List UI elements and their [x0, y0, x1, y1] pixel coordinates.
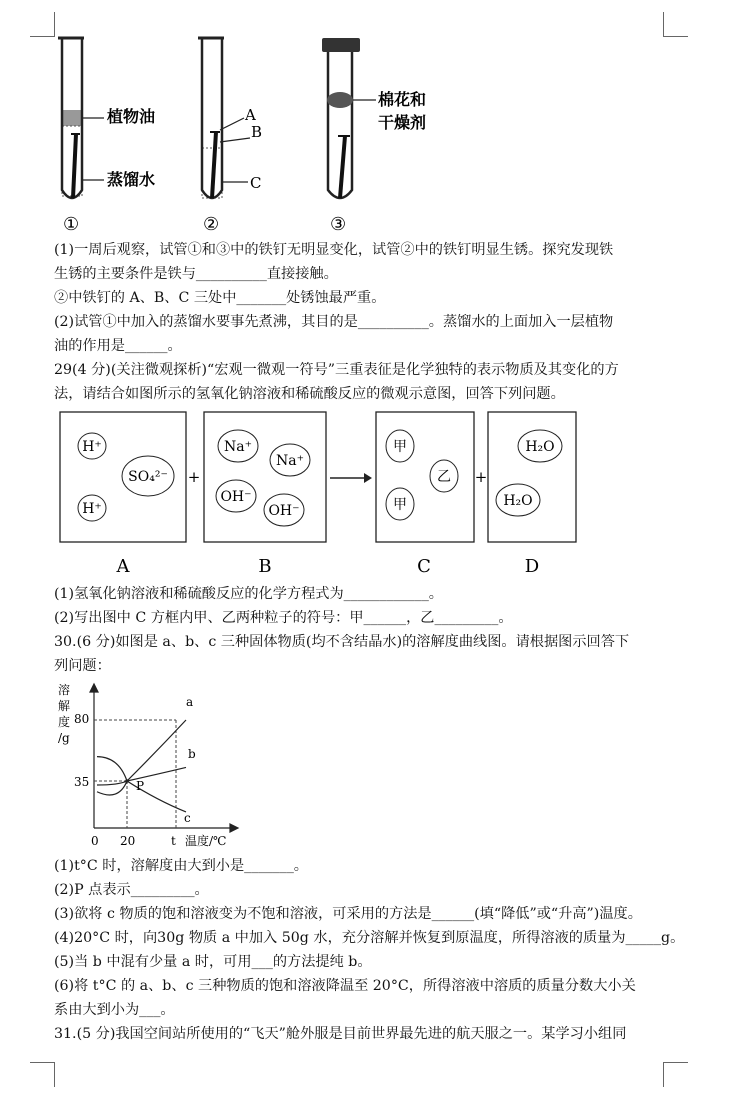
box-label-a: A — [116, 556, 130, 577]
box-c — [386, 430, 458, 520]
tube-3 — [322, 38, 426, 235]
q30-sub-1: (1)t°C 时，溶解度由大到小是_______。 — [54, 858, 308, 874]
tube-2 — [198, 38, 262, 235]
particle-h2o-1: H₂O — [525, 439, 555, 455]
q28-line-3: ②中铁钉的 A、B、C 三处中_______处锈蚀最严重。 — [54, 290, 386, 306]
particle-oh-1: OH⁻ — [220, 489, 252, 505]
q30-sub-2: (2)P 点表示_________。 — [54, 882, 209, 898]
tube-1-label: ① — [63, 214, 80, 235]
box-label-c: C — [417, 556, 431, 577]
q30-sub-3: (3)欲将 c 物质的饱和溶液变为不饱和溶液，可采用的方法是______(填“降低”或“升高”)温度。 — [54, 906, 642, 922]
particle-na-1: Na⁺ — [224, 439, 252, 455]
x-tick-20: 20 — [120, 834, 136, 848]
ylabel-4: /g — [58, 731, 70, 745]
label-cotton-2: 干燥剂 — [378, 113, 427, 132]
crop-mark-bottom-right — [663, 1062, 688, 1087]
tube-1 — [58, 38, 155, 235]
y-tick-35: 35 — [74, 775, 90, 789]
x-tick-0: 0 — [91, 834, 99, 848]
q28-line-1: (1)一周后观察，试管①和③中的铁钉无明显变化，试管②中的铁钉明显生锈。探究发现铁 — [54, 242, 614, 258]
crop-mark-bottom-left — [30, 1062, 55, 1087]
particle-h-2: H⁺ — [82, 501, 102, 517]
particle-jia-1: 甲 — [393, 439, 407, 455]
ylabel-1: 溶 — [58, 683, 71, 697]
ylabel-3: 度 — [58, 715, 71, 729]
curve-label-c: c — [184, 811, 191, 825]
curve-label-a: a — [186, 695, 194, 709]
q30-sub-6a: (6)将 t°C 的 a、b、c 三种物质的饱和溶液降温至 20°C，所得溶液中溶质的质量分数大小关 — [54, 978, 636, 994]
plus-sign-1: + — [187, 468, 201, 486]
iron-nail — [73, 134, 76, 198]
point-p-label: P — [136, 779, 145, 793]
particle-yi: 乙 — [437, 469, 451, 485]
plus-sign-2: + — [474, 468, 488, 486]
x-axis-label: 温度/℃ — [185, 834, 227, 848]
x-tick-t: t — [171, 834, 176, 848]
q30-line-2: 列问题： — [54, 658, 111, 674]
q28-line-2: 生锈的主要条件是铁与__________直接接触。 — [54, 266, 338, 282]
tube-3-label: ③ — [330, 214, 347, 235]
box-d — [496, 430, 562, 516]
y-tick-80: 80 — [74, 712, 90, 726]
particle-h-1: H⁺ — [82, 439, 102, 455]
label-a: A — [245, 106, 256, 124]
label-c: C — [250, 174, 262, 192]
q29-line-1: 29(4 分)(关注微观探析)“宏观一微观一符号”三重表征是化学独特的表示物质及其变化的方 — [54, 362, 619, 378]
label-oil: 植物油 — [107, 107, 156, 126]
stopper — [322, 38, 360, 52]
tube-2-label: ② — [203, 214, 220, 235]
particle-jia-2: 甲 — [393, 497, 407, 513]
oil-layer — [62, 110, 82, 126]
box-a — [78, 433, 174, 521]
test-tube-figure — [40, 30, 460, 240]
q28-line-4: (2)试管①中加入的蒸馏水要事先煮沸，其目的是__________。蒸馏水的上面加入一层植物 — [54, 314, 614, 330]
particle-so4: SO₄²⁻ — [128, 469, 168, 485]
box-b — [216, 430, 310, 526]
cotton-desiccant — [327, 92, 353, 108]
q30-sub-5: (5)当 b 中混有少量 a 时，可用___的方法提纯 b。 — [54, 954, 372, 970]
q29-line-2: 法，请结合如图所示的氢氧化钠溶液和稀硫酸反应的微观示意图，回答下列问题。 — [54, 386, 565, 402]
curve-label-b: b — [188, 747, 196, 761]
box-label-b: B — [258, 556, 272, 577]
ylabel-2: 解 — [58, 699, 71, 713]
point-p — [125, 779, 129, 783]
micro-reaction-figure — [58, 408, 588, 580]
iron-nail-2 — [212, 132, 216, 198]
label-b: B — [251, 123, 263, 141]
particle-oh-2: OH⁻ — [268, 503, 300, 519]
particle-na-2: Na⁺ — [276, 453, 304, 469]
label-cotton-1: 棉花和 — [378, 90, 427, 109]
q28-line-5: 油的作用是______。 — [54, 338, 182, 354]
reaction-arrow — [330, 473, 372, 483]
solubility-chart — [54, 680, 244, 852]
particle-h2o-2: H₂O — [503, 493, 533, 509]
q30-sub-4: (4)20°C 时，向30g 物质 a 中加入 50g 水，充分溶解并恢复到原温度，所得溶液的质量为_____g。 — [54, 930, 685, 946]
q30-line-1: 30.(6 分)如图是 a、b、c 三种固体物质(均不含结晶水)的溶解度曲线图。请根据图示回答下 — [54, 634, 630, 650]
q31-line-1: 31.(5 分)我国空间站所使用的“飞天”舱外服是目前世界最先进的航天服之一。某学习小组同 — [54, 1026, 627, 1042]
box-label-d: D — [524, 556, 540, 577]
q29-sub-1: (1)氢氧化钠溶液和稀硫酸反应的化学方程式为____________。 — [54, 586, 443, 602]
crop-mark-top-right — [663, 12, 688, 37]
axes — [90, 684, 238, 832]
label-water: 蒸馏水 — [107, 170, 156, 189]
q30-sub-6b: 系由大到小为___。 — [54, 1002, 175, 1018]
iron-nail-3 — [340, 136, 345, 198]
q29-sub-2: (2)写出图中 C 方框内甲、乙两种粒子的符号：甲______，乙_________。 — [54, 610, 513, 626]
